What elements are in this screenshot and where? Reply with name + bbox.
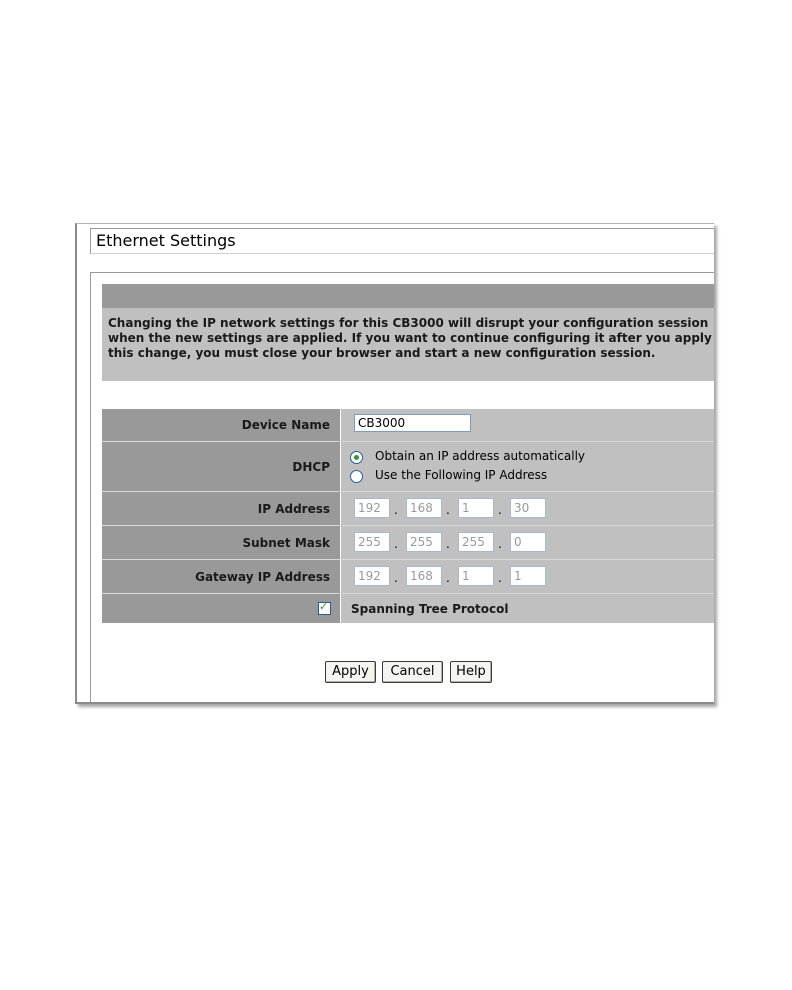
dhcp-manual-label[interactable]: Use the Following IP Address: [375, 468, 548, 482]
ip-octet-4[interactable]: 30: [510, 498, 546, 518]
octet-separator: .: [394, 537, 398, 551]
radio-selected-icon: [354, 455, 359, 460]
ip-address-value-cell: [341, 492, 714, 525]
gateway-octet-3[interactable]: 1: [458, 566, 494, 586]
device-name-label-cell: [102, 409, 340, 441]
spanning-tree-checkbox-cell: [102, 594, 340, 623]
dhcp-value-cell: [341, 442, 714, 491]
settings-table: [102, 409, 714, 623]
subnet-octet-3[interactable]: 255: [458, 532, 494, 552]
page-title: Ethernet Settings: [96, 231, 236, 250]
device-name-value-cell: [341, 409, 714, 441]
octet-separator: .: [498, 537, 502, 551]
gateway-label: Gateway IP Address: [195, 569, 330, 584]
notice-header: [102, 284, 714, 308]
ip-address-label-cell: [102, 492, 340, 525]
subnet-octet-2[interactable]: 255: [406, 532, 442, 552]
device-name-row: [102, 409, 714, 442]
dhcp-manual-radio[interactable]: [350, 470, 363, 483]
gateway-value-cell: [341, 560, 714, 593]
spanning-tree-value-cell: [341, 594, 714, 623]
octet-separator: .: [446, 537, 450, 551]
dhcp-auto-label[interactable]: Obtain an IP address automatically: [375, 449, 586, 463]
gateway-octet-2[interactable]: 168: [406, 566, 442, 586]
ip-octet-2[interactable]: 168: [406, 498, 442, 518]
subnet-octet-4[interactable]: 0: [510, 532, 546, 552]
device-name-label: Device Name: [241, 418, 330, 432]
spanning-tree-row: [102, 594, 714, 623]
subnet-mask-label-cell: [102, 526, 340, 559]
dhcp-row: [102, 442, 714, 492]
octet-separator: .: [446, 571, 450, 585]
dhcp-label-cell: [102, 442, 340, 491]
subnet-mask-value-cell: [341, 526, 714, 559]
ip-address-label: IP Address: [257, 501, 330, 516]
octet-separator: .: [394, 503, 398, 517]
settings-panel: [75, 223, 714, 704]
apply-button[interactable]: Apply: [325, 661, 376, 683]
gateway-octet-1[interactable]: 192: [354, 566, 390, 586]
notice-text: Changing the IP network settings for this CB3000 will disrupt your configuration session when the new settings are applied. If you want to continue configuring it after you apply this change, you must close your browser and start a new configuration session.: [108, 316, 712, 360]
dhcp-auto-radio[interactable]: [350, 451, 363, 464]
gateway-label-cell: [102, 560, 340, 593]
spanning-tree-checkbox[interactable]: [318, 602, 331, 615]
octet-separator: .: [498, 571, 502, 585]
ip-octet-3[interactable]: 1: [458, 498, 494, 518]
content-area: [90, 272, 714, 704]
gateway-row: [102, 560, 714, 594]
octet-separator: .: [446, 503, 450, 517]
ip-address-row: [102, 492, 714, 526]
cancel-button[interactable]: Cancel: [382, 661, 443, 683]
notice-box: [102, 308, 714, 381]
checkmark-icon: ✓: [319, 600, 329, 613]
spanning-tree-label: Spanning Tree Protocol: [351, 601, 509, 616]
subnet-octet-1[interactable]: 255: [354, 532, 390, 552]
ip-octet-1[interactable]: 192: [354, 498, 390, 518]
device-name-input[interactable]: [354, 414, 471, 432]
help-button[interactable]: Help: [450, 661, 492, 683]
title-bar: [90, 228, 714, 254]
dhcp-label: DHCP: [292, 459, 330, 474]
octet-separator: .: [394, 571, 398, 585]
gateway-octet-4[interactable]: 1: [510, 566, 546, 586]
subnet-mask-row: [102, 526, 714, 560]
octet-separator: .: [498, 503, 502, 517]
subnet-mask-label: Subnet Mask: [242, 535, 330, 550]
